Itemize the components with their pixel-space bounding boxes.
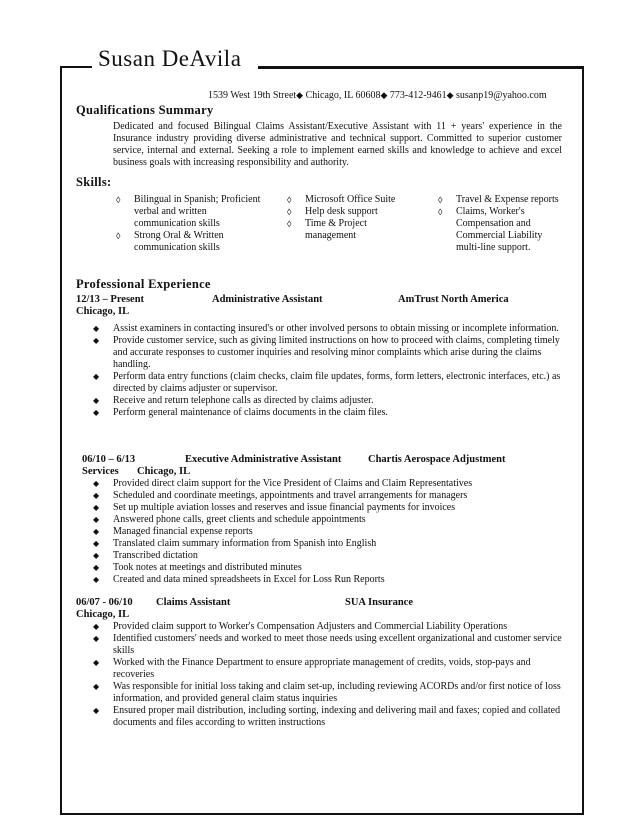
diamond-separator-icon: ◆ [446, 90, 454, 100]
contact-city: Chicago, IL 60608 [305, 90, 381, 101]
job-3-title: Claims Assistant [156, 597, 231, 608]
diamond-bullet-icon: ◆ [93, 551, 100, 560]
diamond-bullet-icon: ◆ [93, 491, 100, 500]
diamond-bullet-icon: ◆ [93, 682, 100, 691]
lozenge-bullet-icon: ◊ [287, 219, 292, 229]
list-item: ◆ Identified customers' needs and worked to meet those needs using excellent organizational and customer service skills [93, 633, 562, 656]
diamond-bullet-icon: ◆ [93, 622, 100, 631]
diamond-separator-icon: ◆ [296, 90, 304, 100]
list-item: ◆ Provided claim support to Worker's Compensation Adjusters and Commercial Liability Operations [93, 621, 508, 632]
job-2-location: Chicago, IL [137, 466, 191, 477]
lozenge-bullet-icon: ◊ [116, 231, 121, 241]
contact-line [208, 90, 547, 101]
skill-item: ◊ Claims, Worker's Compensation and Commercial Liability multi-line support. [438, 206, 543, 253]
list-item: ◆ Was responsible for initial loss taking and claim set-up, including reviewing ACORDs and/or first notice of loss information, and provided general claim status inquiries [93, 681, 561, 704]
skills-column-3 [438, 194, 563, 254]
diamond-bullet-icon: ◆ [93, 527, 100, 536]
list-item: ◆ Receive and return telephone calls as directed by claims adjuster. [93, 395, 374, 406]
list-item: ◆ Perform data entry functions (claim checks, claim file updates, forms, form letters, electronic interfaces, etc.) as directed by claims adjuster or supervisor. [93, 371, 561, 394]
list-item: ◆ Created and data mined spreadsheets in Excel for Loss Run Reports [93, 574, 385, 585]
diamond-bullet-icon: ◆ [93, 575, 100, 584]
skill-item: ◊ Time & Project management [287, 218, 367, 241]
list-item: ◆ Took notes at meetings and distributed minutes [93, 562, 302, 573]
diamond-bullet-icon: ◆ [93, 563, 100, 572]
list-item: ◆ Transcribed dictation [93, 550, 198, 561]
job-1-title: Administrative Assistant [212, 294, 323, 305]
qualifications-summary: Dedicated and focused Bilingual Claims Assistant/Executive Assistant with 11 + years' experience in the Insurance industry providing diverse administrative and technical support. Committed to superior customer service, internal and external. Seeking a role to implement earned skills and knowledge to achieve and excel business goals with increasing responsibility and authority. [113, 121, 562, 168]
lozenge-bullet-icon: ◊ [438, 207, 443, 217]
experience-heading: Professional Experience [76, 277, 211, 291]
job-1-dates: 12/13 – Present [76, 294, 145, 305]
skill-item: ◊ Travel & Expense reports [438, 194, 559, 205]
job-2-company-cont: Services [82, 466, 119, 477]
skills-heading: Skills: [76, 175, 112, 189]
lozenge-bullet-icon: ◊ [438, 195, 443, 205]
diamond-bullet-icon: ◆ [93, 336, 100, 345]
lozenge-bullet-icon: ◊ [287, 195, 292, 205]
header-rule-right [258, 66, 582, 69]
diamond-bullet-icon: ◆ [93, 503, 100, 512]
job-2-dates: 06/10 – 6/13 [82, 454, 136, 465]
job-3-location: Chicago, IL [76, 609, 130, 620]
list-item: ◆ Assist examiners in contacting insured's or other involved persons to obtain missing or incomplete information. [93, 323, 559, 334]
job-1-duties [93, 323, 563, 419]
list-item: ◆ Provided direct claim support for the Vice President of Claims and Claim Representatives [93, 478, 473, 489]
lozenge-bullet-icon: ◊ [287, 207, 292, 217]
job-1-location: Chicago, IL [76, 306, 130, 317]
job-3-company: SUA Insurance [345, 597, 413, 608]
job-2-company: Chartis Aerospace Adjustment [368, 454, 506, 465]
job-2-duties [93, 478, 563, 586]
skill-item: ◊ Bilingual in Spanish; Proficient verbal and written communication skills [116, 194, 261, 229]
diamond-bullet-icon: ◆ [93, 515, 100, 524]
list-item: ◆ Managed financial expense reports [93, 526, 253, 537]
contact-phone: 773-412-9461 [389, 90, 447, 101]
diamond-bullet-icon: ◆ [93, 706, 100, 715]
lozenge-bullet-icon: ◊ [116, 195, 121, 205]
header-rule-left [60, 66, 92, 68]
list-item: ◆ Worked with the Finance Department to ensure appropriate management of credits, voids, stop-pays and recoveries [93, 657, 531, 680]
skill-item: ◊ Help desk support [287, 206, 378, 217]
list-item: ◆ Perform general maintenance of claims documents in the claim files. [93, 407, 388, 418]
skill-item: ◊ Strong Oral & Written communication skills [116, 230, 224, 253]
job-3-duties [93, 621, 563, 729]
diamond-bullet-icon: ◆ [93, 634, 100, 643]
contact-address: 1539 West 19th Street [208, 90, 297, 101]
diamond-bullet-icon: ◆ [93, 396, 100, 405]
list-item: ◆ Scheduled and coordinate meetings, appointments and travel arrangements for managers [93, 490, 468, 501]
diamond-separator-icon: ◆ [380, 90, 388, 100]
list-item: ◆ Set up multiple aviation losses and reserves and issue financial payments for invoices [93, 502, 456, 513]
list-item: ◆ Ensured proper mail distribution, including sorting, indexing and delivering mail and faxes; copied and collated documents and files according to written instructions [93, 705, 561, 728]
diamond-bullet-icon: ◆ [93, 539, 100, 548]
skill-item: ◊ Microsoft Office Suite [287, 194, 396, 205]
job-1-company: AmTrust North America [398, 294, 509, 305]
skills-column-1 [116, 194, 266, 254]
diamond-bullet-icon: ◆ [93, 658, 100, 667]
job-2-title: Executive Administrative Assistant [185, 454, 342, 465]
contact-email: susanp19@yahoo.com [456, 90, 547, 101]
diamond-bullet-icon: ◆ [93, 408, 100, 417]
list-item: ◆ Translated claim summary information from Spanish into English [93, 538, 377, 549]
diamond-bullet-icon: ◆ [93, 479, 100, 488]
list-item: ◆ Provide customer service, such as giving limited instructions on how to proceed with claims, completing timely and accurate responses to customer inquiries and resolving minor complaints which arise during the claims handling. [93, 335, 560, 370]
list-item: ◆ Answered phone calls, greet clients and schedule appointments [93, 514, 366, 525]
diamond-bullet-icon: ◆ [93, 372, 100, 381]
job-3-dates: 06/07 - 06/10 [76, 597, 133, 608]
resume-name: Susan DeAvila [98, 46, 242, 71]
diamond-bullet-icon: ◆ [93, 324, 100, 333]
skills-column-2 [287, 194, 412, 242]
qualifications-heading: Qualifications Summary [76, 103, 214, 117]
